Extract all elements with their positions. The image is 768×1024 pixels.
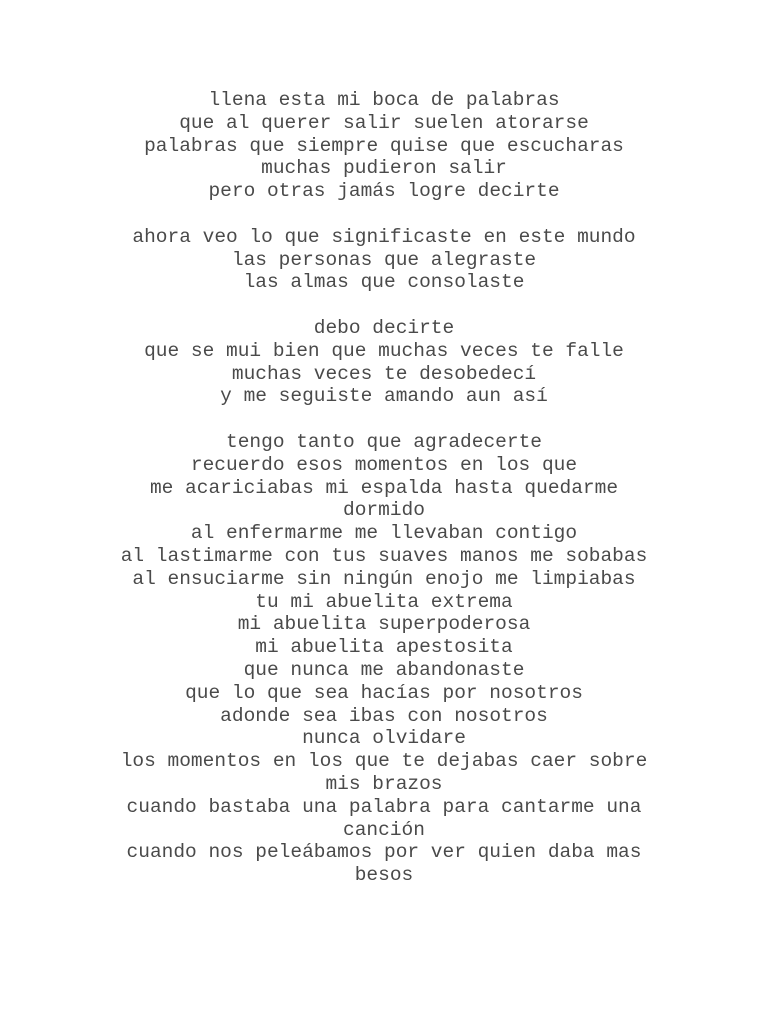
poem-line: nunca olvidare [302,727,466,750]
poem-line: cuando nos peleábamos por ver quien daba mas [126,841,642,864]
poem-line: mi abuelita superpoderosa [237,613,531,636]
poem-page [0,89,768,910]
poem-line: tu mi abuelita extrema [255,590,513,613]
poem-line: mi abuelita apestosita [255,636,513,659]
stanza-4 [0,431,768,887]
poem-line: y me seguiste amando aun así [220,385,548,408]
poem-line: me acariciabas mi espalda hasta quedarme [149,476,619,499]
poem-line: tengo tanto que agradecerte [226,430,542,453]
poem-line: las personas que alegraste [231,248,537,271]
poem-line: mis brazos [325,772,443,795]
poem-line: los momentos en los que te dejabas caer sobre [120,750,648,773]
poem-line: al ensuciarme sin ningún enojo me limpiabas [132,567,636,590]
poem-line: llena esta mi boca de palabras [208,89,560,111]
poem-line: dormido [343,499,425,522]
poem-line: que se mui bien que muchas veces te falle [144,339,624,362]
poem-line: al lastimarme con tus suaves manos me sobabas [120,544,648,567]
stanza-3 [0,317,768,408]
poem-line: las almas que consolaste [243,271,525,294]
poem-line: besos [354,864,414,887]
poem-line: pero otras jamás logre decirte [208,180,560,203]
poem-line: recuerdo esos momentos en los que [190,453,578,476]
poem-line: al enfermarme me llevaban contigo [190,522,578,545]
poem-line: muchas pudieron salir [261,157,507,180]
stanza-1 [0,89,768,203]
poem-line: palabras que siempre quise que escucharas [144,134,624,157]
poem-line: muchas veces te desobedecí [231,362,537,385]
poem-line: debo decirte [313,316,455,339]
poem-line: cuando bastaba una palabra para cantarme una [126,795,642,818]
poem-line: adonde sea ibas con nosotros [220,704,548,727]
poem-line: que al querer salir suelen atorarse [179,111,589,134]
poem-line: canción [343,818,425,841]
poem-line: que nunca me abandonaste [243,658,525,681]
poem-line: que lo que sea hacías por nosotros [185,681,583,704]
poem-line: ahora veo lo que significaste en este mundo [132,225,636,248]
stanza-2 [0,226,768,294]
